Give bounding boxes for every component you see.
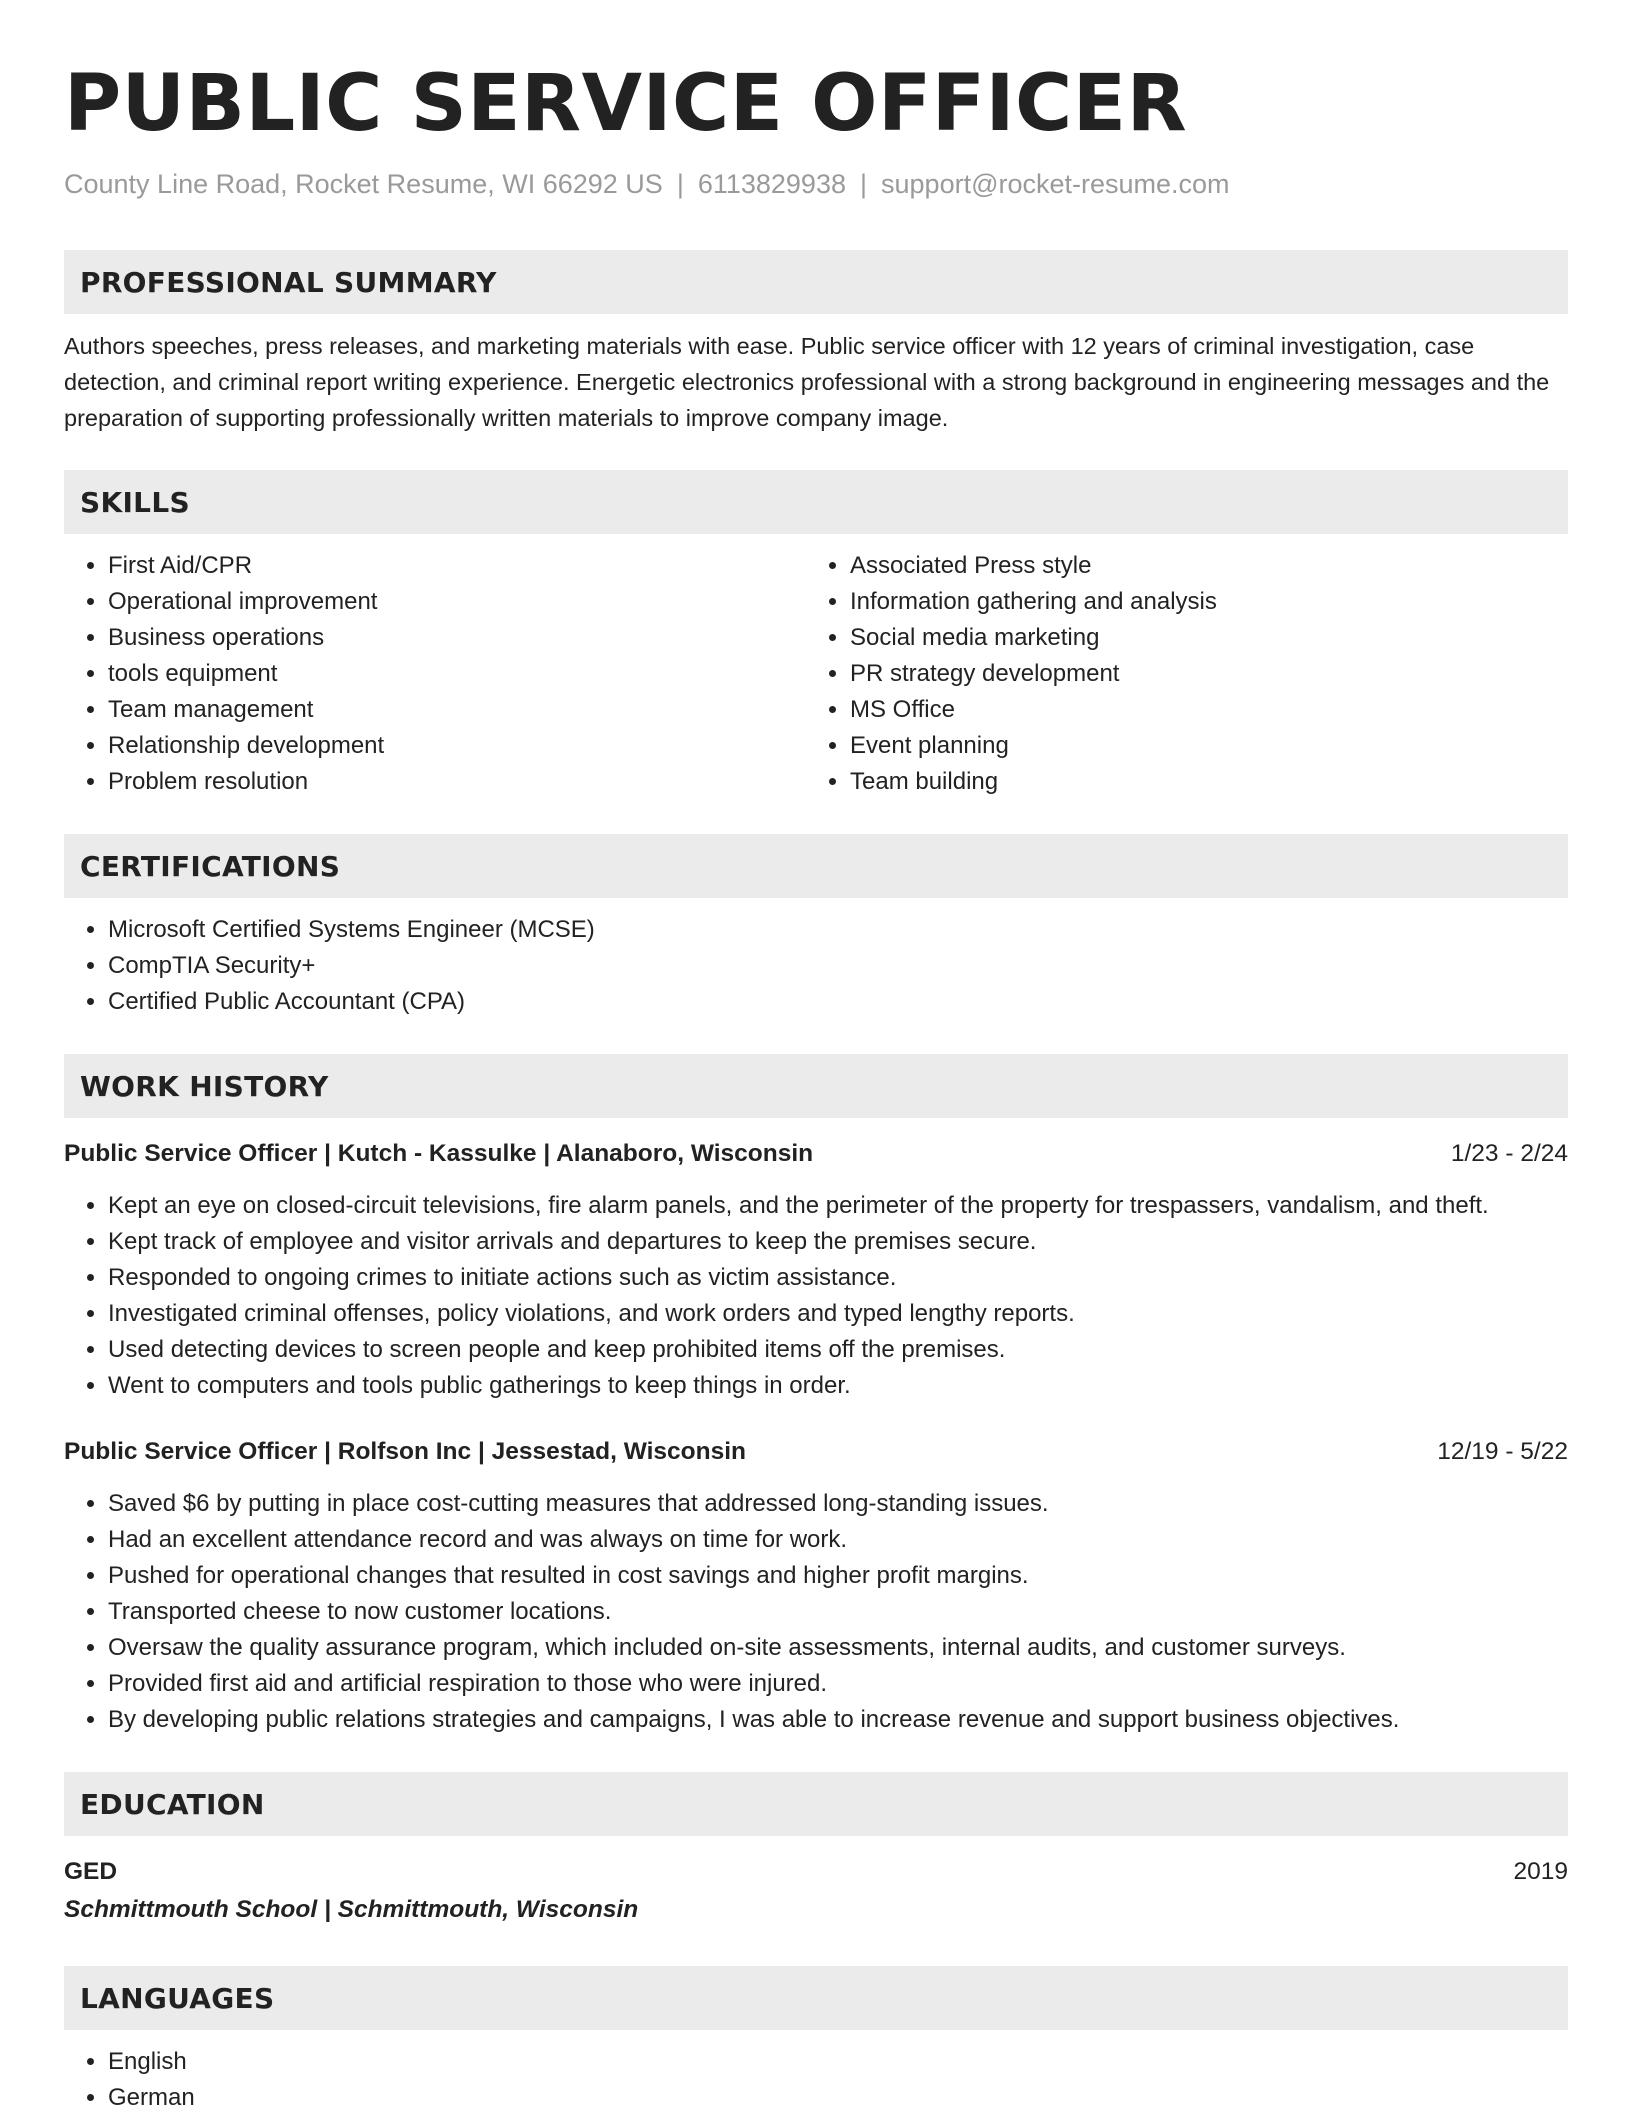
languages-section: [64, 1966, 1568, 2116]
languages-block: [64, 2044, 1568, 2116]
skill-item: • Relationship development: [108, 728, 806, 764]
section-heading: CERTIFICATIONS: [64, 834, 1568, 898]
skills-grid: [64, 548, 1568, 800]
skill-item: • Team building: [850, 764, 1548, 800]
skill-item: • Associated Press style: [850, 548, 1548, 584]
education-school: Schmittmouth School | Schmittmouth, Wisconsin: [64, 1896, 639, 1923]
job-header: [64, 1136, 1568, 1172]
certifications-list: [64, 912, 1568, 1020]
job-bullet: • Transported cheese to now customer locations.: [108, 1594, 1568, 1630]
job-bullet: • Provided first aid and artificial respiration to those who were injured.: [108, 1666, 1568, 1702]
skill-item: • Social media marketing: [850, 620, 1548, 656]
job-bullets: [64, 1486, 1568, 1738]
skills-list-right: [806, 548, 1548, 800]
job-bullet: • Kept an eye on closed-circuit televisions, fire alarm panels, and the perimeter of the property for trespassers, vandalism, and theft.: [108, 1188, 1568, 1224]
work-history-section: [64, 1054, 1568, 1738]
certification-item: • Certified Public Accountant (CPA): [108, 984, 1568, 1020]
job-dates: 12/19 - 5/22: [1437, 1438, 1568, 1465]
job-dates: 1/23 - 2/24: [1450, 1140, 1568, 1167]
skills-list-left: [64, 548, 806, 800]
certifications-section: [64, 834, 1568, 1020]
certifications-block: [64, 912, 1568, 1020]
job-header: [64, 1434, 1568, 1470]
skill-item: • Information gathering and analysis: [850, 584, 1548, 620]
job-bullets: [64, 1188, 1568, 1404]
contact-separator: |: [860, 169, 868, 199]
job-entry: [64, 1434, 1568, 1738]
language-item: • German: [108, 2080, 1568, 2116]
summary-text: Authors speeches, press releases, and marketing materials with ease. Public service officer with 12 years of criminal investigation, case detection, and criminal report writing experience. Energetic electronics professional with a strong background in engineering messages and the preparation of supporting professionally written materials to improve company image.: [64, 333, 1550, 431]
job-bullet: • Had an excellent attendance record and was always on time for work.: [108, 1522, 1568, 1558]
certification-item: • Microsoft Certified Systems Engineer (MCSE): [108, 912, 1568, 948]
job-bullet: • Responded to ongoing crimes to initiate actions such as victim assistance.: [108, 1260, 1568, 1296]
jobs-container: [64, 1136, 1568, 1738]
job-bullet: • Investigated criminal offenses, policy violations, and work orders and typed lengthy reports.: [108, 1296, 1568, 1332]
skill-item: • tools equipment: [108, 656, 806, 692]
languages-list: [64, 2044, 1568, 2116]
section-heading: EDUCATION: [64, 1772, 1568, 1836]
contact-address: County Line Road, Rocket Resume, WI 66292 US: [64, 169, 663, 199]
section-heading: LANGUAGES: [64, 1966, 1568, 2030]
skill-item: • PR strategy development: [850, 656, 1548, 692]
skill-item: • Operational improvement: [108, 584, 806, 620]
language-item: • English: [108, 2044, 1568, 2080]
skill-item: • First Aid/CPR: [108, 548, 806, 584]
resume-name: PUBLIC SERVICE OFFICER: [64, 59, 1188, 149]
education-degree: GED: [64, 1858, 118, 1885]
skills-column-left: [64, 548, 806, 800]
contact-separator: |: [676, 169, 684, 199]
section-heading: SKILLS: [64, 470, 1568, 534]
skill-item: • Team management: [108, 692, 806, 728]
section-heading: PROFESSIONAL SUMMARY: [64, 250, 1568, 314]
job-bullet: • By developing public relations strategies and campaigns, I was able to increase revenue and support business objectives.: [108, 1702, 1568, 1738]
job-title: Public Service Officer | Rolfson Inc | Jessestad, Wisconsin: [64, 1438, 747, 1465]
contact-phone: 6113829938: [697, 169, 846, 199]
skill-item: • Event planning: [850, 728, 1548, 764]
contact-line: [64, 166, 1568, 202]
job-title: Public Service Officer | Kutch - Kassulke | Alanaboro, Wisconsin: [64, 1140, 814, 1167]
skill-item: • Business operations: [108, 620, 806, 656]
job-bullet: • Used detecting devices to screen people and keep prohibited items off the premises.: [108, 1332, 1568, 1368]
summary-section: [64, 250, 1568, 436]
job-bullet: • Saved $6 by putting in place cost-cutting measures that addressed long-standing issues.: [108, 1486, 1568, 1522]
job-bullet: • Went to computers and tools public gatherings to keep things in order.: [108, 1368, 1568, 1404]
education-section: [64, 1772, 1568, 1928]
education-entry: [64, 1854, 1568, 1928]
certification-item: • CompTIA Security+: [108, 948, 1568, 984]
skill-item: • Problem resolution: [108, 764, 806, 800]
education-row: [64, 1854, 1568, 1890]
job-entry: [64, 1136, 1568, 1404]
skills-column-right: [806, 548, 1548, 800]
education-year: 2019: [1513, 1858, 1568, 1885]
job-bullet: • Pushed for operational changes that resulted in cost savings and higher profit margins.: [108, 1558, 1568, 1594]
skills-section: [64, 470, 1568, 800]
skill-item: • MS Office: [850, 692, 1548, 728]
job-bullet: • Oversaw the quality assurance program, which included on-site assessments, internal audits, and customer surveys.: [108, 1630, 1568, 1666]
resume-page: [64, 58, 1568, 2116]
contact-email: support@rocket-resume.com: [881, 169, 1230, 199]
job-bullet: • Kept track of employee and visitor arrivals and departures to keep the premises secure.: [108, 1224, 1568, 1260]
section-heading: WORK HISTORY: [64, 1054, 1568, 1118]
